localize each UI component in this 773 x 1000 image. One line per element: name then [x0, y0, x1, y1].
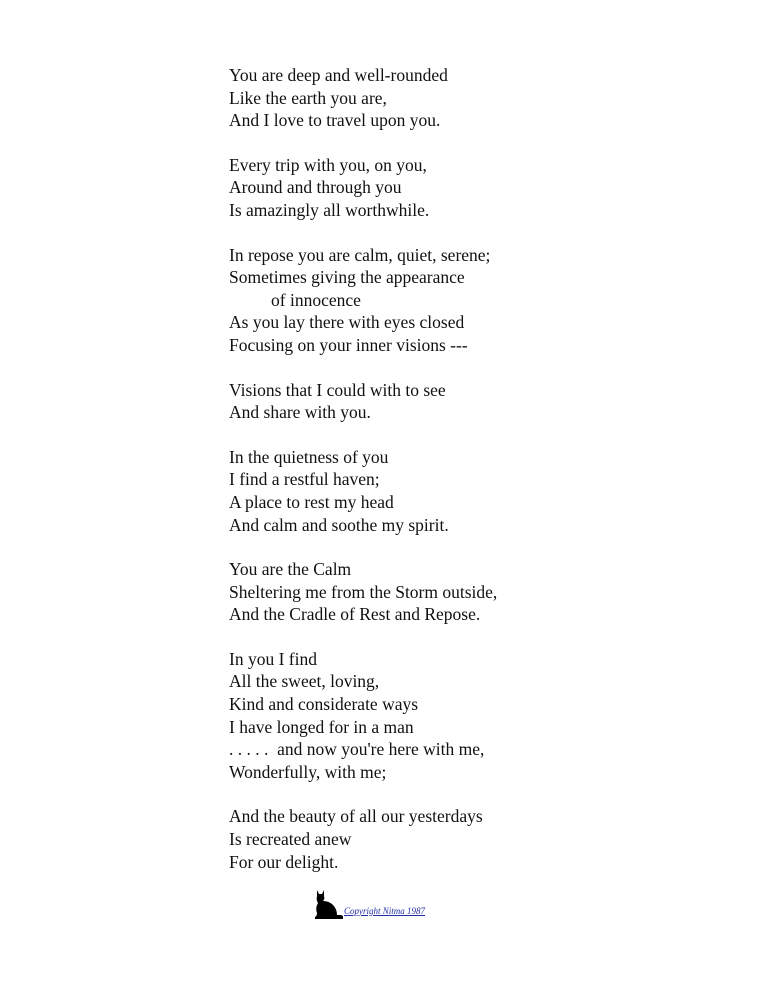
stanza-7	[229, 648, 709, 784]
poem	[229, 64, 709, 895]
poem-line: Is recreated anew	[229, 829, 352, 850]
poem-line: As you lay there with eyes closed	[229, 312, 465, 333]
poem-line-indented: of innocence	[271, 289, 361, 310]
poem-line: Focusing on your inner visions ---	[229, 334, 468, 355]
poem-line: Wonderfully, with me;	[229, 761, 387, 782]
poem-line: Is amazingly all worthwhile.	[229, 199, 430, 220]
poem-line: For our delight.	[229, 851, 339, 872]
poem-line: In the quietness of you	[229, 446, 389, 467]
cat-silhouette-icon	[311, 886, 345, 920]
poem-line: . . . . . and now you're here with me,	[229, 739, 485, 760]
stanza-5	[229, 446, 709, 536]
poem-line: I have longed for in a man	[229, 716, 414, 737]
poem-line: Sheltering me from the Storm outside,	[229, 581, 498, 602]
poem-line: A place to rest my head	[229, 491, 394, 512]
poem-line: And the Cradle of Rest and Repose.	[229, 604, 481, 625]
poem-line: Around and through you	[229, 177, 402, 198]
poem-line: And share with you.	[229, 402, 371, 423]
poem-line: Sometimes giving the appearance	[229, 267, 465, 288]
stanza-4	[229, 379, 709, 424]
poem-line: And the beauty of all our yesterdays	[229, 806, 483, 827]
poem-line: In repose you are calm, quiet, serene;	[229, 244, 491, 265]
stanza-1	[229, 64, 709, 132]
poem-line: Every trip with you, on you,	[229, 154, 427, 175]
poem-line: Kind and considerate ways	[229, 694, 419, 715]
poem-line: I find a restful haven;	[229, 469, 380, 490]
poem-line: You are the Calm	[229, 559, 352, 580]
poem-line: In you I find	[229, 648, 317, 669]
poem-line: Visions that I could with to see	[229, 379, 446, 400]
poem-line: You are deep and well-rounded	[229, 65, 448, 85]
copyright-footer	[311, 886, 511, 920]
poem-line: And calm and soothe my spirit.	[229, 514, 449, 535]
stanza-8	[229, 805, 709, 873]
stanza-2	[229, 154, 709, 222]
poem-line: All the sweet, loving,	[229, 671, 380, 692]
poem-line: And I love to travel upon you.	[229, 110, 441, 131]
copyright-link[interactable]: Copyright Nitma 1987	[344, 906, 426, 916]
stanza-6	[229, 558, 709, 626]
stanza-3	[229, 244, 709, 357]
poem-line: Like the earth you are,	[229, 87, 387, 108]
